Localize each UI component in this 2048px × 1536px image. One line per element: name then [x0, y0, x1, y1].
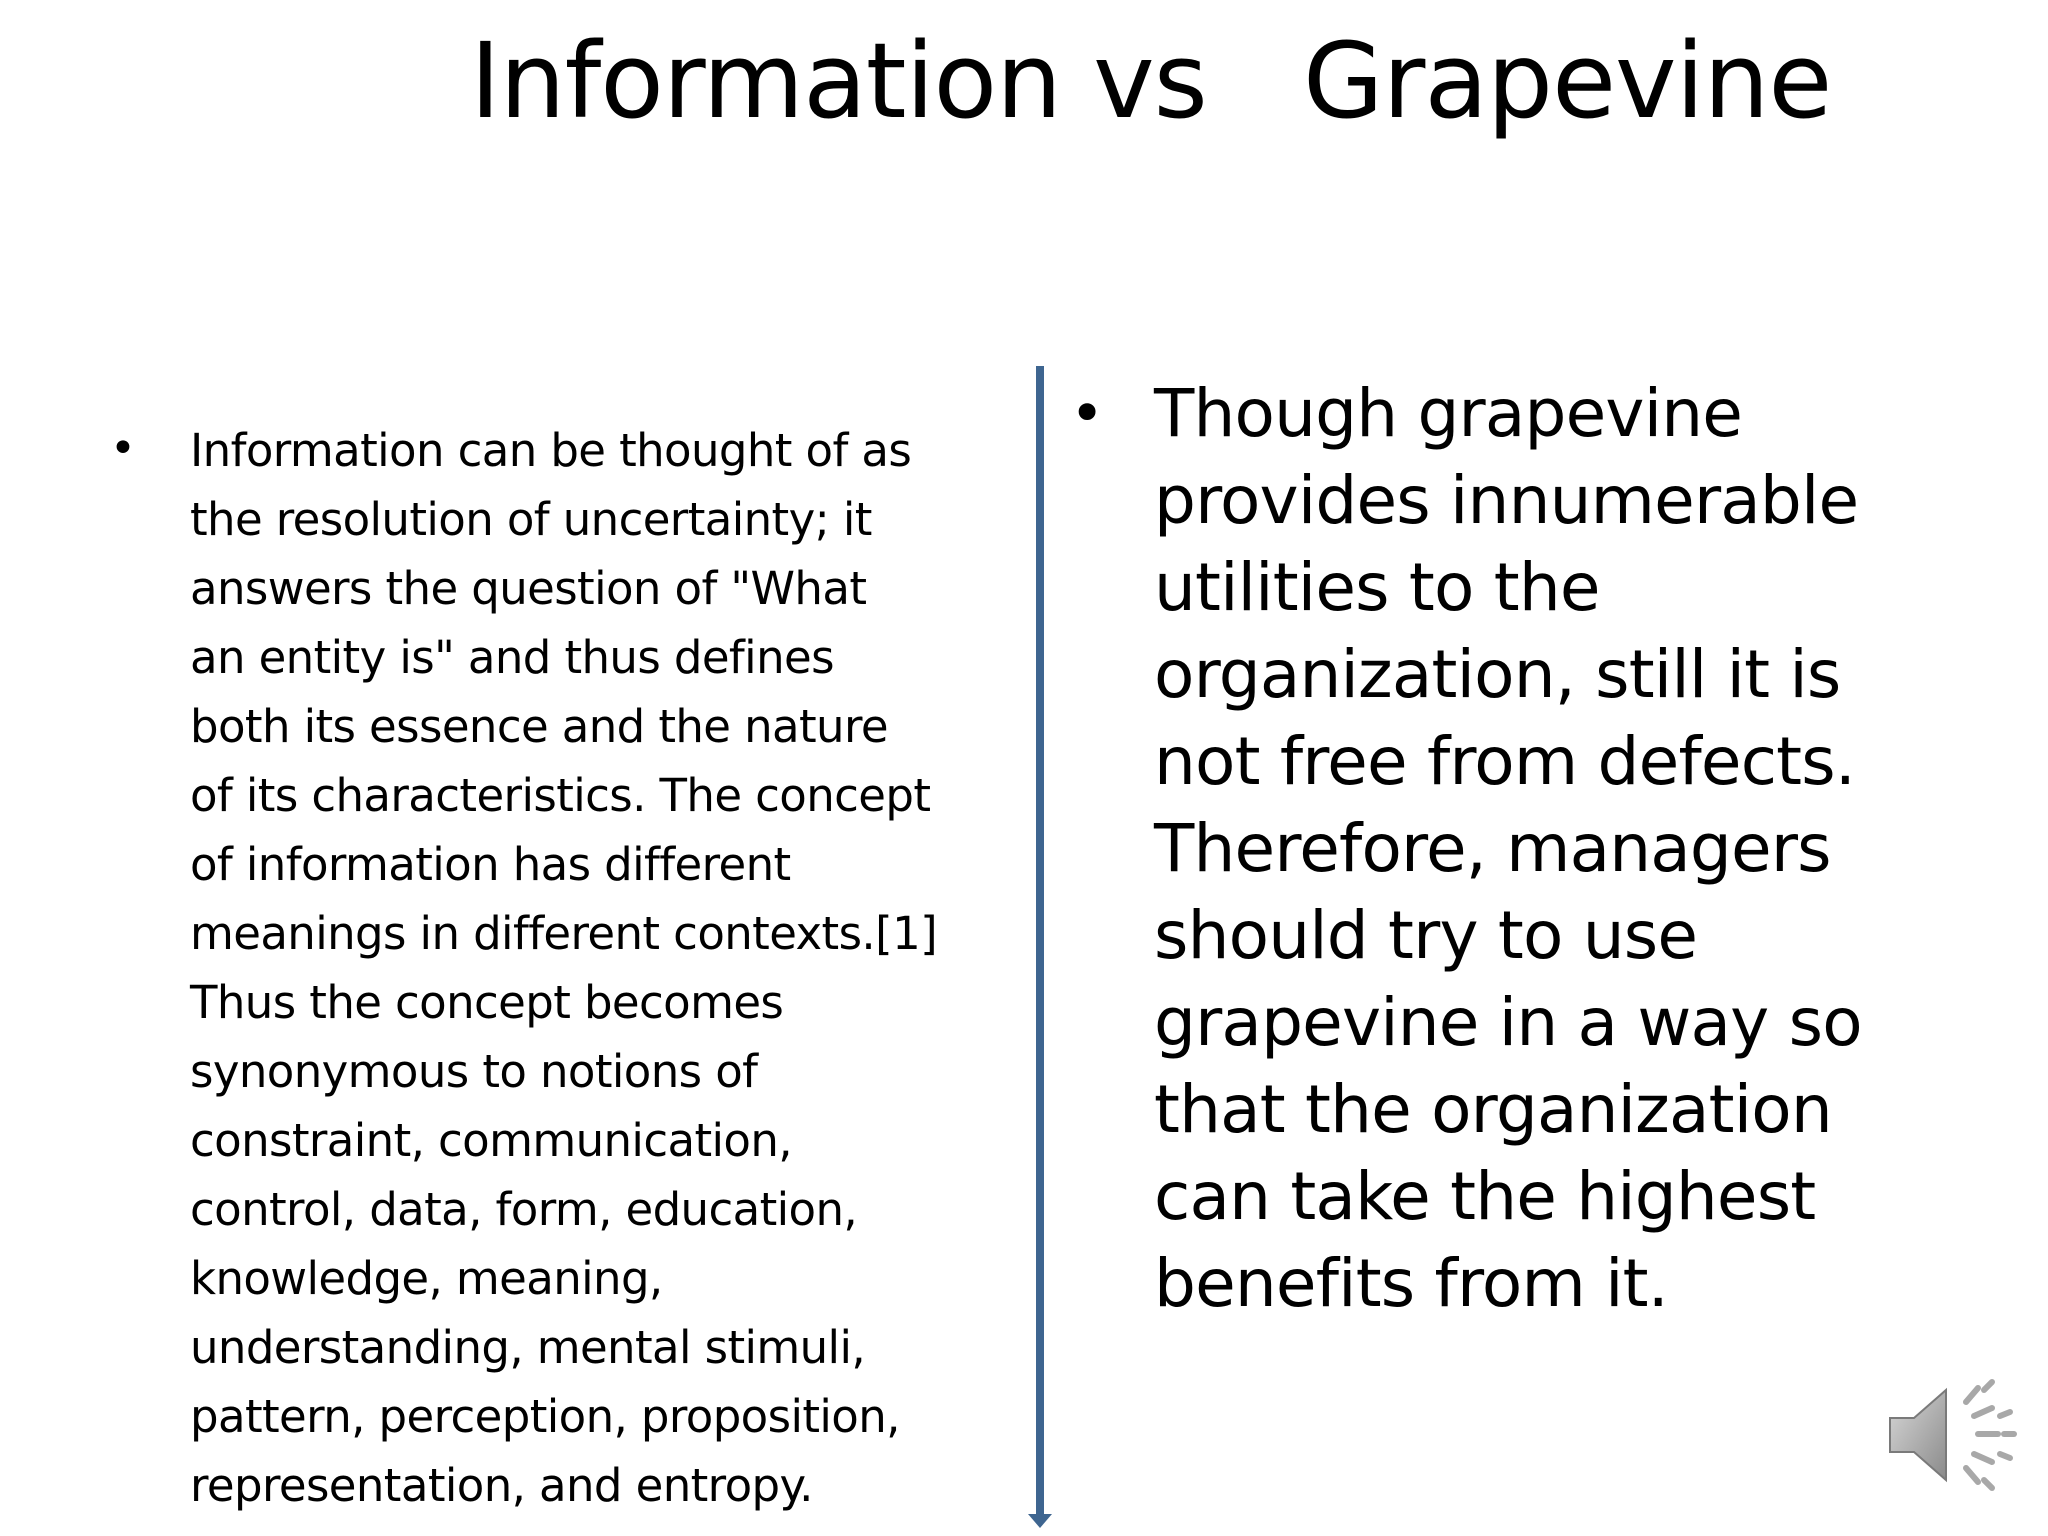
left-bullet-marker: • — [110, 423, 136, 474]
divider-arrowhead — [1028, 1514, 1052, 1528]
right-bullet-text: Though grapevine provides innumerable utilities to the organization, still it is not free from defects. Therefore, managers should try to use grapevine in a way so that the organization can take the highest benefits from it. — [1154, 375, 1862, 1322]
speaker-icon[interactable] — [1880, 1370, 2020, 1500]
right-bullet-marker: • — [1070, 379, 1105, 447]
column-divider — [1036, 366, 1044, 1516]
slide-title: Information vs Grapevine — [470, 20, 1832, 142]
left-bullet-text: Information can be thought of as the resolution of uncertainty; it answers the question of "What an entity is" and thus defines both its essence and the nature of its characteristics. The concept of information has different meanings in different contexts.[1] Thus the concept becomes synonymous to notions of constraint, communication, control, data, form, education, knowledge, meaning, understanding, mental stimuli, pattern, perception, proposition, representation, and entropy. — [190, 424, 938, 1512]
speaker-icon-graphic — [1880, 1370, 2020, 1500]
